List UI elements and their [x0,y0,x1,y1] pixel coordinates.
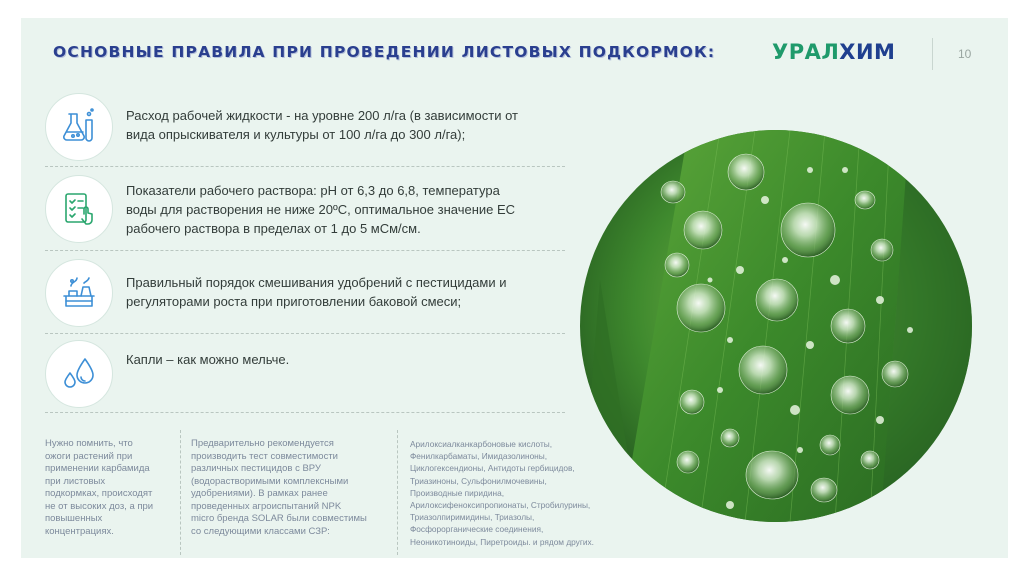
checklist-icon [45,175,113,243]
brand-logo [772,40,895,64]
rule-line: Капли – как можно мельче. [126,352,290,367]
note-line: micro бренда SOLAR были совместимы [191,513,367,524]
row-divider [45,166,565,167]
note-line: проведенных агроиспытаний NPK [191,500,342,512]
note-line: не от высоких доз, а при [45,500,154,512]
droplets-icon [45,340,113,408]
rule-line: Расход рабочей жидкости - на уровне 200 л/га (в зависимости от [126,108,518,123]
leaf-droplets-photo [580,130,972,522]
note-line: Нужно помнить, что [45,438,133,449]
note-line: Неоникотиноиды, Пиретроиды. и рядом других. [410,536,594,547]
logo-part-1: УРАЛ [772,40,840,64]
note-line: подкормках, происходят [45,488,153,499]
rule-line: регуляторами роста при приготовлении баковой смеси; [126,294,462,309]
row-divider [45,250,565,251]
rule-line: рабочего раствора в пределах от 1 до 5 мСм/см. [126,221,421,236]
header-divider [932,38,933,70]
note-line: ожоги растений при [45,450,133,462]
note-line: со следующими классами СЗР: [191,525,330,537]
note-line: применении карбамида [45,463,150,474]
page-number: 10 [958,47,972,61]
note-line: Циклогексендионы, Антидоты гербицидов, [410,463,575,474]
note-compatibility [191,438,391,538]
note-urea [45,438,175,538]
note-line: Фосфорорганические соединения, [410,524,544,535]
note-line: (водорастворимыми комплексными [191,475,349,487]
rule-text-4 [126,350,566,369]
note-divider [397,430,398,555]
note-classes [410,438,630,548]
note-line: удобрениями). В рамках ранее [191,488,328,499]
rule-line: Показатели рабочего раствора: pH от 6,3 до 6,8, температура [126,183,500,198]
page-title: ОСНОВНЫЕ ПРАВИЛА ПРИ ПРОВЕДЕНИИ ЛИСТОВЫХ ПОДКОРМОК: [53,43,716,61]
note-line: Фенилкарбаматы, Имидазолиноны, [410,451,548,462]
note-line: производить тест совместимости [191,450,338,462]
rule-line: воды для растворения не ниже 20ºС, оптимальное значение ЕС [126,202,516,217]
rule-line: вида опрыскивателя и культуры от 100 л/га до 300 л/га); [126,127,466,142]
mixing-icon [45,259,113,327]
note-divider [180,430,181,555]
row-divider [45,412,565,413]
note-line: Производные пиридина, [410,487,505,498]
rule-text-3 [126,273,566,311]
logo-part-2: ХИМ [839,40,896,64]
note-line: Триазолпиримидины, Триазолы, [410,512,535,523]
note-line: Арилоксифеноксипропионаты, Стробилурины, [410,500,591,511]
note-line: Арилоксиалканкарбоновые кислоты, [410,439,553,449]
note-line: концентрациях. [45,525,114,537]
rule-text-1 [126,106,566,144]
note-line: Предварительно рекомендуется [191,438,334,449]
rule-line: Правильный порядок смешивания удобрений с пестицидами и [126,275,507,290]
note-line: Триазиноны, Сульфонилмочевины, [410,475,547,486]
rule-text-2 [126,181,566,238]
row-divider [45,333,565,334]
note-line: повышенных [45,513,103,524]
note-line: различных пестицидов с ВРУ [191,463,321,474]
note-line: при листовых [45,475,106,487]
flask-icon [45,93,113,161]
